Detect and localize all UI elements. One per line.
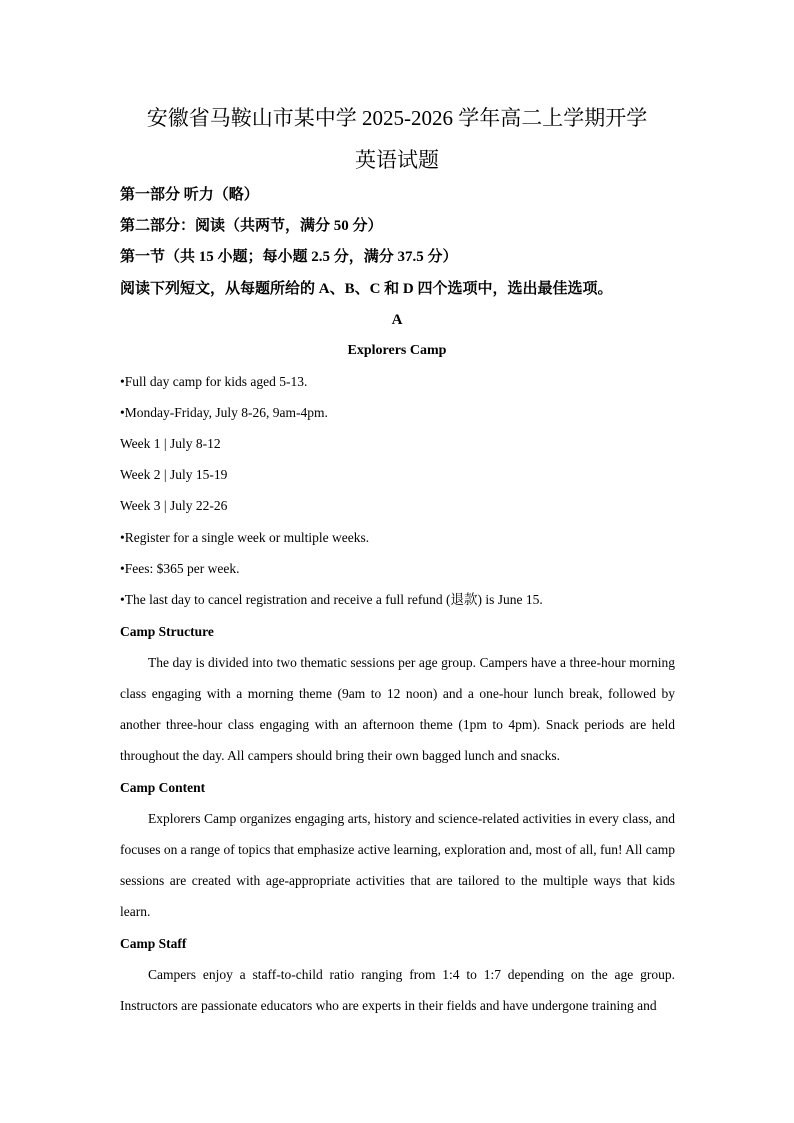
section1-heading: 第一节（共 15 小题；每小题 2.5 分，满分 37.5 分） [120,249,458,265]
passage-title: Explorers Camp [347,343,447,358]
section-heading-structure: Camp Structure [120,624,214,639]
info-line: •Register for a single week or multiple weeks. [120,530,370,545]
part2-heading: 第二部分：阅读（共两节，满分 50 分） [120,218,383,234]
paragraph-content: Explorers Camp organizes engaging arts, history and science-related activities in every class, and focuses on a range of topics that emphasize active learning, exploration and, most of all, fun! All camp sessions are created with age-appropriate activities that are tailored to the multiple ways that kids learn. [120,811,675,919]
reading-instruction: 阅读下列短文，从每题所给的 A、B、C 和 D 四个选项中，选出最佳选项。 [120,281,613,297]
passage-letter: A [391,312,403,328]
part1-heading: 第一部分 听力（略） [120,187,259,203]
info-line: Week 2 | July 15-19 [120,467,228,482]
info-line: •Fees: $365 per week. [120,561,240,576]
exam-title-line1: 安徽省马鞍山市某中学 2025-2026 学年高二上学期开学 [146,106,648,130]
paragraph-structure: The day is divided into two thematic sessions per age group. Campers have a three-hour morning class engaging with a morning theme (9am to 12 noon) and a one-hour lunch break, followed by another three-hour class engaging with an afternoon theme (1pm to 4pm). Snack periods are held throughout the day. All campers should bring their own bagged lunch and snacks. [120,655,675,763]
section-heading-content: Camp Content [120,780,206,795]
exam-title-line2: 英语试题 [355,148,439,172]
info-line: •Monday-Friday, July 8-26, 9am-4pm. [120,405,328,420]
info-line: Week 1 | July 8-12 [120,436,221,451]
info-line: •The last day to cancel registration and receive a full refund (退款) is June 15. [120,592,543,607]
info-line: •Full day camp for kids aged 5-13. [120,374,308,389]
info-line: Week 3 | July 22-26 [120,498,228,513]
paragraph-staff: Campers enjoy a staff-to-child ratio ranging from 1:4 to 1:7 depending on the age group. Instructors are passionate educators who are experts in their fields and have undergone training and [120,967,675,1013]
section-heading-staff: Camp Staff [120,936,187,951]
